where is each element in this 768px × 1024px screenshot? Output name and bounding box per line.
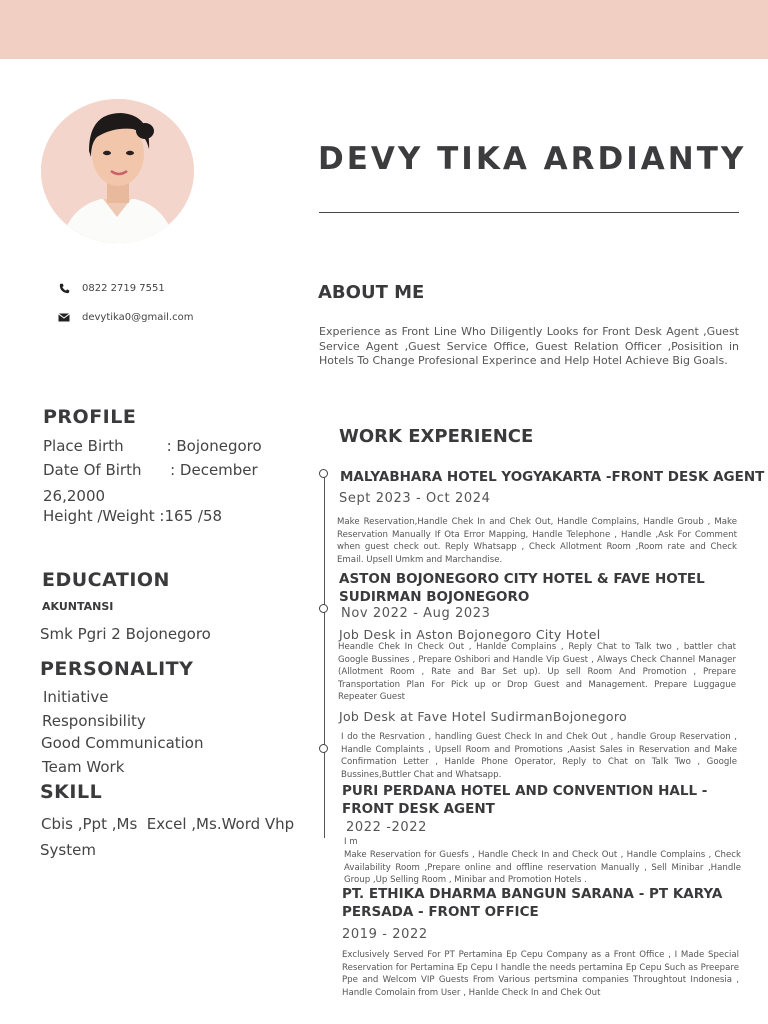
email-address: devytika0@gmail.com — [82, 311, 194, 323]
skill-line: System — [40, 841, 96, 859]
timeline-dot — [319, 604, 328, 613]
job-title: MALYABHARA HOTEL YOGYAKARTA -FRONT DESK AGENT — [340, 469, 765, 485]
personality-heading: PERSONALITY — [40, 658, 194, 680]
contact-email — [57, 311, 193, 323]
job-title: PT. ETHIKA DHARMA BANGUN SARANA - PT KARYA PERSADA - FRONT OFFICE — [342, 886, 723, 920]
candidate-name: DEVY TIKA ARDIANTY — [318, 141, 747, 177]
work-heading: WORK EXPERIENCE — [339, 426, 534, 447]
job-note: I m — [344, 837, 358, 847]
personality-item: Responsibility — [42, 712, 146, 730]
name-divider — [319, 212, 739, 213]
about-text: Experience as Front Line Who Diligently Looks for Front Desk Agent ,Guest Service Agent ,Guest Service Office, Guest Relation Officer ,Posisition in Hotels To Change Profesional Experince and Help Hotel Achieve Big Goals. — [319, 325, 739, 367]
job-description: Exclusively Served For PT Pertamina Ep Cepu Company as a Front Office , I Made Special Reservation for Pertamina Ep Cepu I handle the needs pertamina Ep Cepu Such as Preepare Ppe and Welcom VIP Guests From Various pertsmina companies Throughtout Indonesia , Handle Comolain from User , Hanlde Check In and Chek Out — [342, 950, 739, 998]
timeline-line — [324, 476, 325, 838]
profile-heading: PROFILE — [43, 406, 137, 428]
skill-line: Cbis ,Ppt ,Ms Excel ,Ms.Word Vhp — [41, 815, 295, 833]
birth-date: Date Of Birth : December — [43, 461, 258, 479]
job-date: Nov 2022 - Aug 2023 — [341, 606, 491, 621]
education-school: Smk Pgri 2 Bojonegoro — [40, 625, 211, 643]
job-description: I do the Resrvation , handling Guest Check In and Chek Out , handle Group Reservation , Handle Complaints , Upsell Room and Promotions ,Aasist Sales in Reservation and Make Confirmation Letter , Hanlde Phone Operator, Reply to Chat on Talk Two , Google Bussines,Buttler Chat and Whatsapp. — [341, 732, 737, 780]
job-title: PURI PERDANA HOTEL AND CONVENTION HALL - FRONT DESK AGENT — [342, 783, 708, 817]
skill-heading: SKILL — [40, 781, 103, 803]
birth-date-year: 26,2000 — [43, 487, 106, 505]
phone-number: 0822 2719 7551 — [82, 282, 165, 294]
job-date: 2019 - 2022 — [342, 927, 428, 942]
job-date: 2022 -2022 — [346, 820, 427, 835]
contact-phone — [57, 282, 165, 294]
personality-item: Team Work — [42, 758, 125, 776]
job-title: ASTON BOJONEGORO CITY HOTEL & FAVE HOTEL SUDIRMAN BOJONEGORO — [339, 571, 705, 605]
profile-photo — [41, 99, 194, 243]
education-major: AKUNTANSI — [42, 600, 114, 613]
height-weight: Height /Weight :165 /58 — [43, 507, 223, 525]
birth-place: Place Birth : Bojonegoro — [43, 437, 262, 455]
job-description: Make Reservation for Guesfs , Handle Check In and Check Out , Handle Complains , Check Availability Room ,Prepare online and offline reservation Manually , Sell Minibar ,Handle Group ,Up Selling Room , Minibar and Promotion Hotels . — [344, 850, 741, 886]
job-subtitle: Job Desk at Fave Hotel SudirmanBojonegoro — [339, 709, 627, 724]
job-description: Make Reservation,Handle Chek In and Chek Out, Handle Complains, Handle Groub , Make Reservation Manually If Ota Error Mapping, Handle Telephone , Handle ,Ask For Comment when guest check out. Reply Whatsapp , Check Allotment Room ,Room rate and Check Email. Upsell Umkm and Marchandise. — [337, 517, 737, 565]
about-heading: ABOUT ME — [318, 282, 425, 303]
envelope-icon — [57, 311, 71, 323]
timeline-dot — [319, 744, 328, 753]
education-heading: EDUCATION — [42, 569, 170, 591]
job-subtitle: Job Desk in Aston Bojonegoro City Hotel — [339, 627, 601, 642]
header-band — [0, 0, 768, 59]
phone-icon — [57, 282, 71, 294]
job-date: Sept 2023 - Oct 2024 — [339, 491, 491, 506]
job-description: Heandle Chek In Check Out , Hanlde Complains , Reply Chat to Talk two , battler chat Google Bussines , Prepare Oshibori and Handle Vip Guest , Always Check Channel Manager (Allotment Room , Rate and Bar Set up). Up sell Room And Promotion , Prepare Transportation Plan For Pick up or Drop Guest and Management. Prepare Luggague Repeater Guest — [338, 642, 736, 703]
timeline-dot — [319, 469, 328, 478]
personality-item: Good Communication — [41, 734, 204, 752]
personality-item: Initiative — [43, 688, 109, 706]
